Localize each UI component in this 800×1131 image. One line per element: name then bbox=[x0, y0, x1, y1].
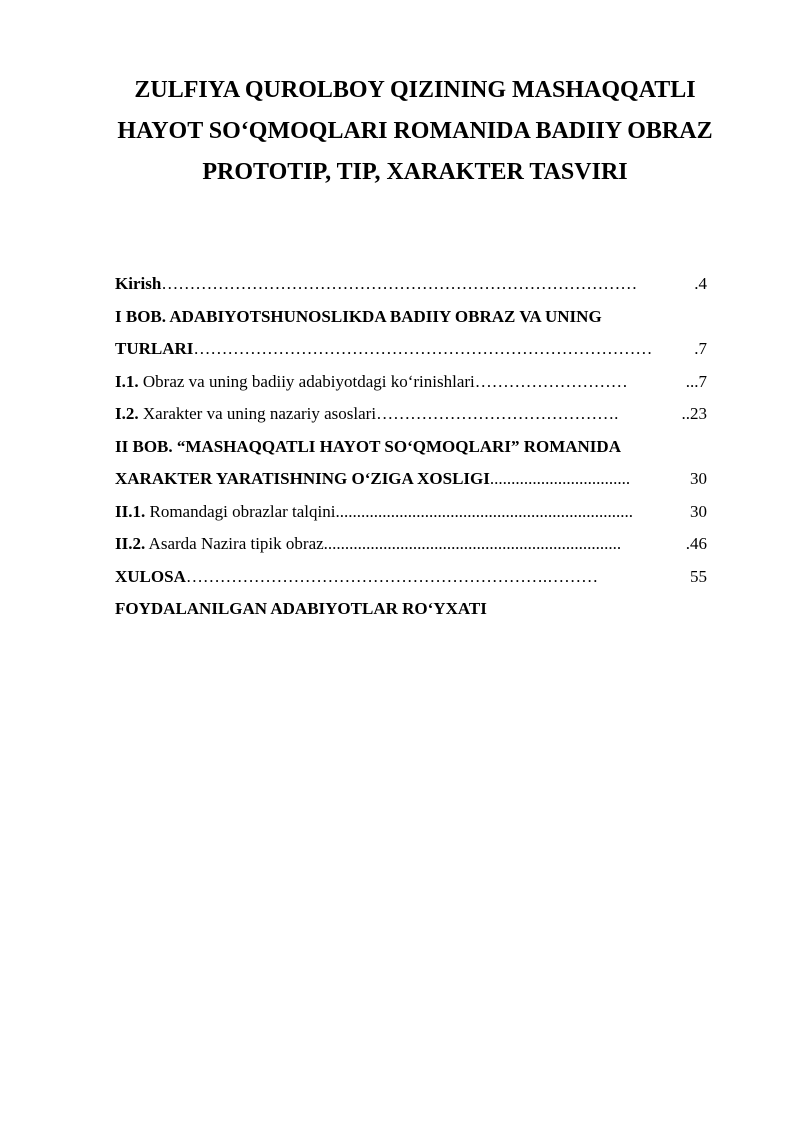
toc-entry-bob2[interactable] bbox=[115, 463, 707, 496]
toc-entry-bob1-line1[interactable]: I BOB. ADABIYOTSHUNOSLIKDA BADIIY OBRAZ VA UNING bbox=[115, 306, 602, 326]
toc-page-number: .4 bbox=[694, 274, 707, 293]
toc-section-number: II.1. bbox=[115, 501, 146, 521]
toc-leader-dots: ...................................................................... bbox=[323, 534, 622, 553]
toc-leader-dots: ………………………………………………………………………… bbox=[161, 274, 638, 293]
toc-entry-bob2-line1[interactable]: II BOB. “MASHAQQATLI HAYOT SO‘QMOQLARI” ROMANIDA bbox=[115, 436, 621, 456]
toc-entry-i2[interactable] bbox=[115, 398, 707, 431]
toc-entry-label bbox=[115, 528, 324, 561]
toc-leader-dots: ……………………………………………………………………… bbox=[193, 339, 653, 358]
toc-entry-label: TURLARI bbox=[115, 339, 194, 358]
toc-section-title: Xarakter va uning nazariy asoslari bbox=[138, 404, 377, 423]
toc-page-number: ..23 bbox=[681, 404, 707, 423]
toc-entry-label: Kirish bbox=[115, 274, 162, 293]
title-line-2: HAYOT SO‘QMOQLARI ROMANIDA BADIIY OBRAZ bbox=[117, 118, 713, 144]
toc-leader-dots: ...................................................................... bbox=[335, 501, 633, 521]
toc-leader-dots: ……………………… bbox=[474, 371, 628, 391]
toc-section-number: II.2. bbox=[115, 534, 146, 553]
toc-entry-foydalanilgan[interactable]: FOYDALANILGAN ADABIYOTLAR RO‘YXATI bbox=[115, 599, 487, 618]
table-of-contents bbox=[115, 268, 707, 626]
toc-section-title: Obraz va uning badiiy adabiyotdagi ko‘rinishlari bbox=[138, 371, 475, 391]
toc-section-title: Romandagi obrazlar talqini bbox=[145, 501, 336, 521]
toc-page-number: .46 bbox=[685, 534, 707, 553]
toc-entry-kirish[interactable] bbox=[115, 268, 707, 301]
toc-leader-dots: ……………………………………………………….……… bbox=[185, 566, 599, 586]
toc-entry-label: XULOSA bbox=[115, 566, 186, 586]
toc-page-number: 30 bbox=[690, 501, 707, 521]
toc-entry-label bbox=[115, 366, 475, 399]
title-line-3: PROTOTIP, TIP, XARAKTER TASVIRI bbox=[202, 159, 628, 185]
toc-entry-ii1[interactable] bbox=[115, 496, 707, 529]
toc-page-number: 30 bbox=[690, 469, 707, 488]
toc-entry-label: XARAKTER YARATISHNING O‘ZIGA XOSLIGI bbox=[115, 469, 490, 488]
toc-section-number: I.2. bbox=[115, 404, 139, 423]
title-line-1: ZULFIYA QUROLBOY QIZINING MASHAQQATLI bbox=[134, 77, 696, 103]
toc-leader-dots: ……………………………………. bbox=[376, 404, 619, 423]
toc-entry-label bbox=[115, 496, 335, 529]
toc-section-number: I.1. bbox=[115, 371, 139, 391]
toc-page-number: ...7 bbox=[685, 371, 707, 391]
toc-section-title: Asarda Nazira tipik obraz bbox=[145, 534, 324, 553]
toc-entry-bob1[interactable] bbox=[115, 333, 707, 366]
toc-entry-xulosa[interactable] bbox=[115, 561, 707, 594]
document-title bbox=[100, 70, 730, 193]
toc-leader-dots: ................................. bbox=[489, 469, 631, 488]
toc-entry-ii2[interactable] bbox=[115, 528, 707, 561]
toc-page-number: .7 bbox=[694, 339, 707, 358]
toc-entry-i1[interactable] bbox=[115, 366, 707, 399]
toc-page-number: 55 bbox=[690, 566, 707, 586]
toc-entry-label bbox=[115, 398, 376, 431]
